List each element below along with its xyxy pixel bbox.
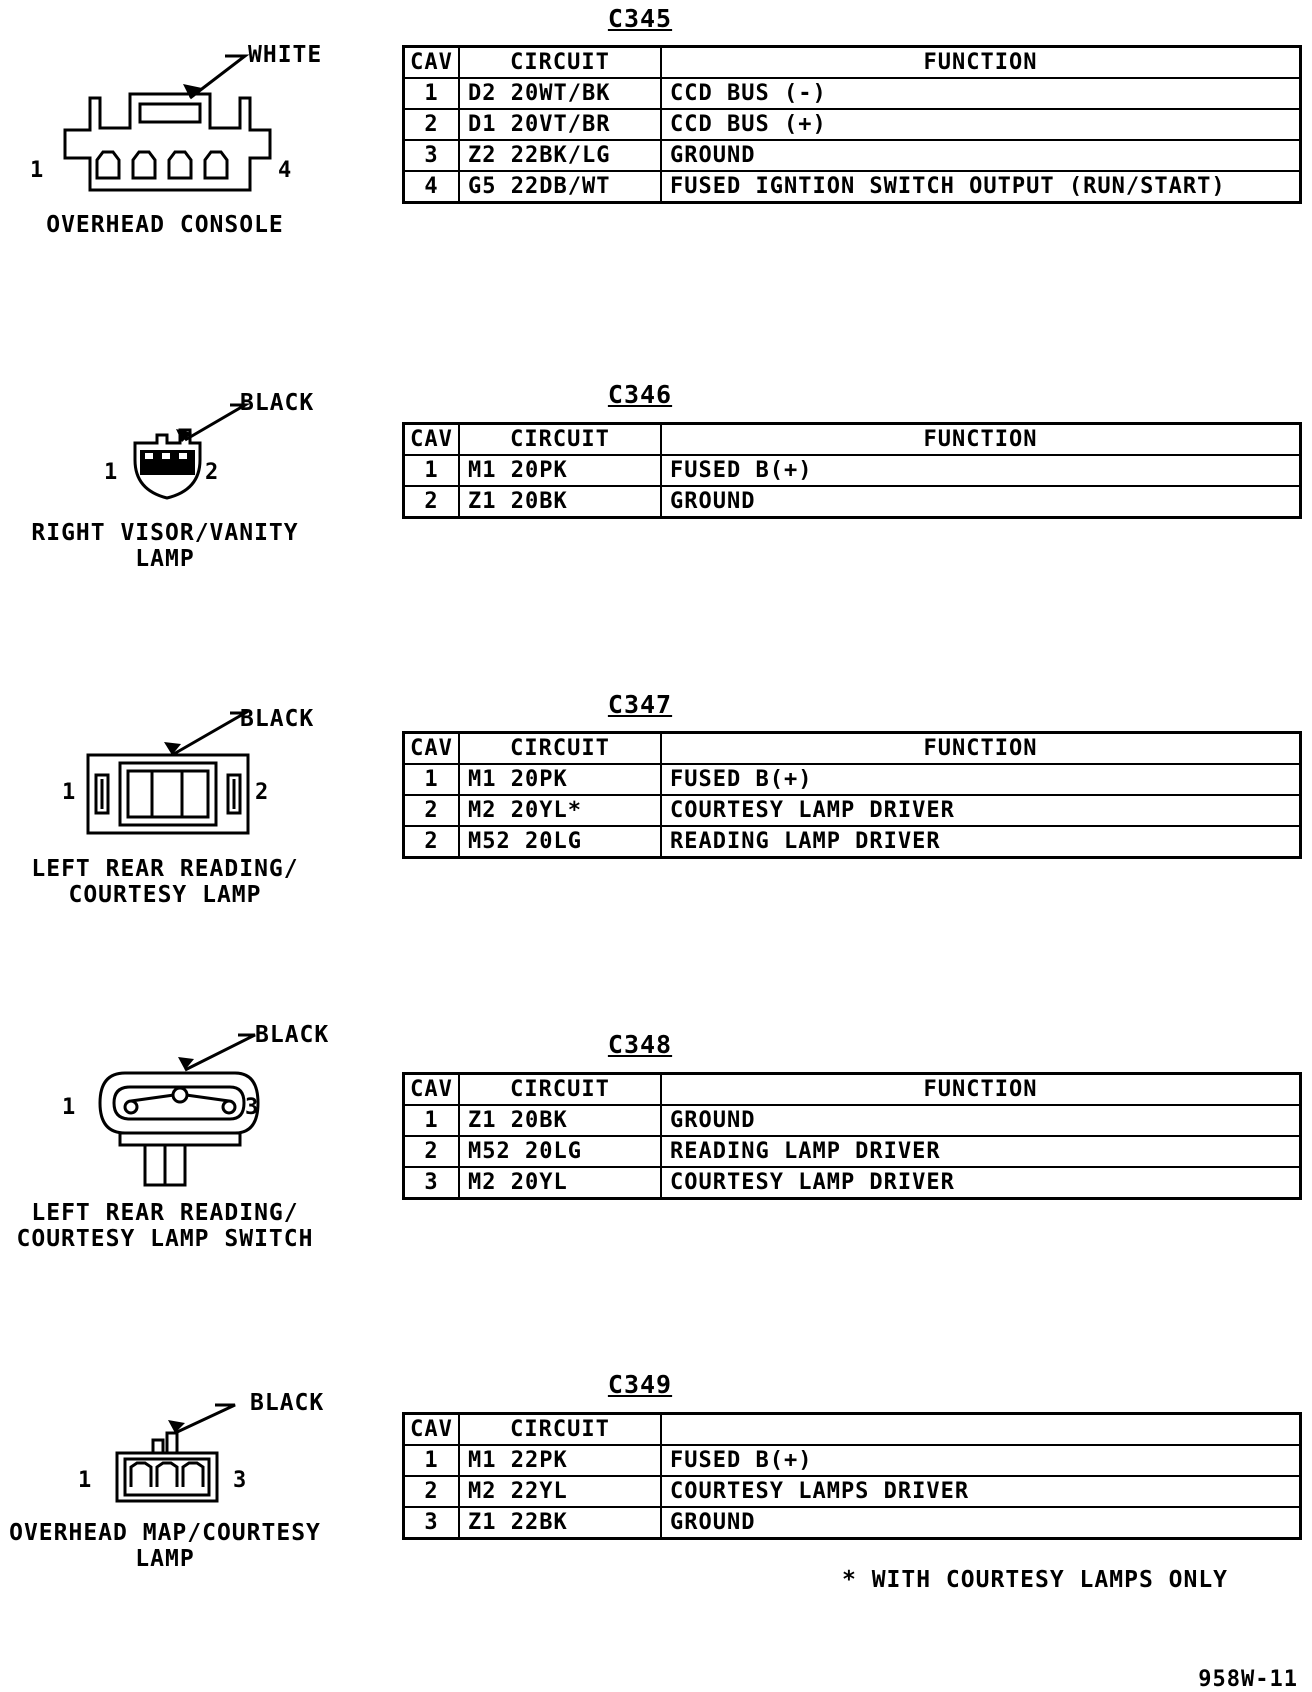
pin-label-right: 3: [233, 1468, 247, 1493]
connector-caption: OVERHEAD MAP/COURTESY LAMP: [9, 1520, 321, 1572]
pin-label-left: 1: [78, 1468, 92, 1493]
visor-lamp-connector-icon: [120, 395, 250, 505]
cell-function: GROUND: [661, 486, 1301, 518]
connector-caption: LEFT REAR READING/ COURTESY LAMP: [31, 856, 299, 908]
connector-id: C347: [607, 690, 673, 719]
cell-function: FUSED B(+): [661, 1445, 1301, 1476]
header-function: FUNCTION: [661, 733, 1301, 765]
cell-cav: 2: [404, 1476, 460, 1507]
cell-function: READING LAMP DRIVER: [661, 1136, 1301, 1167]
wire-color-label: BLACK: [250, 1390, 325, 1416]
header-cav: CAV: [404, 1414, 460, 1446]
cell-circuit: M52 20LG: [459, 826, 661, 858]
table-header-row: [404, 424, 1301, 456]
table-row: [404, 1476, 1301, 1507]
header-circuit: CIRCUIT: [459, 733, 661, 765]
cell-circuit: M1 20PK: [459, 764, 661, 795]
cell-cav: 2: [404, 486, 460, 518]
lamp-switch-connector-icon: [90, 1025, 270, 1190]
table-header-row: [404, 47, 1301, 79]
cell-function: GROUND: [661, 140, 1301, 171]
header-cav: CAV: [404, 47, 460, 79]
header-circuit: CIRCUIT: [459, 47, 661, 79]
pinout-table: [402, 1072, 1302, 1200]
cell-cav: 3: [404, 1507, 460, 1539]
connector-caption: RIGHT VISOR/VANITY LAMP: [31, 520, 299, 572]
wire-color-label: BLACK: [255, 1022, 330, 1048]
footnote: * WITH COURTESY LAMPS ONLY: [842, 1567, 1229, 1593]
cell-function: GROUND: [661, 1105, 1301, 1136]
cell-function: CCD BUS (+): [661, 109, 1301, 140]
connector-id: C345: [607, 4, 673, 33]
pin-label-left: 1: [104, 460, 118, 485]
cell-function: GROUND: [661, 1507, 1301, 1539]
cell-cav: 1: [404, 764, 460, 795]
cell-function: FUSED B(+): [661, 764, 1301, 795]
cell-cav: 2: [404, 1136, 460, 1167]
cell-cav: 1: [404, 78, 460, 109]
header-cav: CAV: [404, 424, 460, 456]
header-cav: CAV: [404, 733, 460, 765]
pinout-table: [402, 422, 1302, 519]
wire-color-label: WHITE: [248, 42, 323, 68]
pin-label-left: 1: [30, 158, 44, 183]
connector-caption: LEFT REAR READING/ COURTESY LAMP SWITCH: [16, 1200, 314, 1252]
header-circuit: CIRCUIT: [459, 424, 661, 456]
header-function: [661, 1414, 1301, 1446]
connector-id: C348: [607, 1030, 673, 1059]
cell-circuit: Z1 22BK: [459, 1507, 661, 1539]
cell-function: FUSED IGNTION SWITCH OUTPUT (RUN/START): [661, 171, 1301, 203]
table-row: [404, 826, 1301, 858]
pinout-table: [402, 731, 1302, 859]
header-function: FUNCTION: [661, 47, 1301, 79]
header-circuit: CIRCUIT: [459, 1414, 661, 1446]
cell-circuit: M1 20PK: [459, 455, 661, 486]
cell-circuit: G5 22DB/WT: [459, 171, 661, 203]
cell-circuit: M2 20YL*: [459, 795, 661, 826]
wire-color-label: BLACK: [240, 390, 315, 416]
cell-cav: 3: [404, 140, 460, 171]
pin-label-left: 1: [62, 1095, 76, 1120]
table-header-row: [404, 1074, 1301, 1106]
pin-label-right: 2: [255, 780, 269, 805]
cell-circuit: Z1 20BK: [459, 486, 661, 518]
table-row: [404, 455, 1301, 486]
pin-label-right: 3: [245, 1095, 259, 1120]
cell-function: COURTESY LAMPS DRIVER: [661, 1476, 1301, 1507]
cell-circuit: Z2 22BK/LG: [459, 140, 661, 171]
header-function: FUNCTION: [661, 1074, 1301, 1106]
table-row: [404, 764, 1301, 795]
cell-function: COURTESY LAMP DRIVER: [661, 1167, 1301, 1199]
cell-circuit: M2 22YL: [459, 1476, 661, 1507]
table-row: [404, 1507, 1301, 1539]
cell-cav: 2: [404, 795, 460, 826]
connector-id: C349: [607, 1370, 673, 1399]
table-row: [404, 1445, 1301, 1476]
cell-cav: 1: [404, 455, 460, 486]
table-row: [404, 795, 1301, 826]
cell-cav: 2: [404, 826, 460, 858]
cell-cav: 1: [404, 1105, 460, 1136]
cell-circuit: D1 20VT/BR: [459, 109, 661, 140]
figure-id: 958W-11: [1198, 1667, 1298, 1692]
table-row: [404, 78, 1301, 109]
cell-circuit: M52 20LG: [459, 1136, 661, 1167]
cell-cav: 1: [404, 1445, 460, 1476]
cell-circuit: D2 20WT/BK: [459, 78, 661, 109]
connector-id: C346: [607, 380, 673, 409]
cell-circuit: M2 20YL: [459, 1167, 661, 1199]
pin-label-left: 1: [62, 780, 76, 805]
pin-label-right: 2: [205, 460, 219, 485]
table-header-row: [404, 733, 1301, 765]
table-row: [404, 486, 1301, 518]
pinout-table: [402, 45, 1302, 204]
cell-function: READING LAMP DRIVER: [661, 826, 1301, 858]
table-row: [404, 171, 1301, 203]
pin-label-right: 4: [278, 158, 292, 183]
pinout-table: [402, 1412, 1302, 1540]
table-header-row: [404, 1414, 1301, 1446]
wire-color-label: BLACK: [240, 706, 315, 732]
cell-function: COURTESY LAMP DRIVER: [661, 795, 1301, 826]
table-row: [404, 109, 1301, 140]
header-cav: CAV: [404, 1074, 460, 1106]
table-row: [404, 140, 1301, 171]
cell-function: CCD BUS (-): [661, 78, 1301, 109]
connector-caption: OVERHEAD CONSOLE: [46, 212, 284, 238]
table-row: [404, 1105, 1301, 1136]
table-row: [404, 1167, 1301, 1199]
table-row: [404, 1136, 1301, 1167]
cell-circuit: Z1 20BK: [459, 1105, 661, 1136]
cell-cav: 2: [404, 109, 460, 140]
header-circuit: CIRCUIT: [459, 1074, 661, 1106]
cell-cav: 4: [404, 171, 460, 203]
header-function: FUNCTION: [661, 424, 1301, 456]
cell-function: FUSED B(+): [661, 455, 1301, 486]
cell-cav: 3: [404, 1167, 460, 1199]
cell-circuit: M1 22PK: [459, 1445, 661, 1476]
